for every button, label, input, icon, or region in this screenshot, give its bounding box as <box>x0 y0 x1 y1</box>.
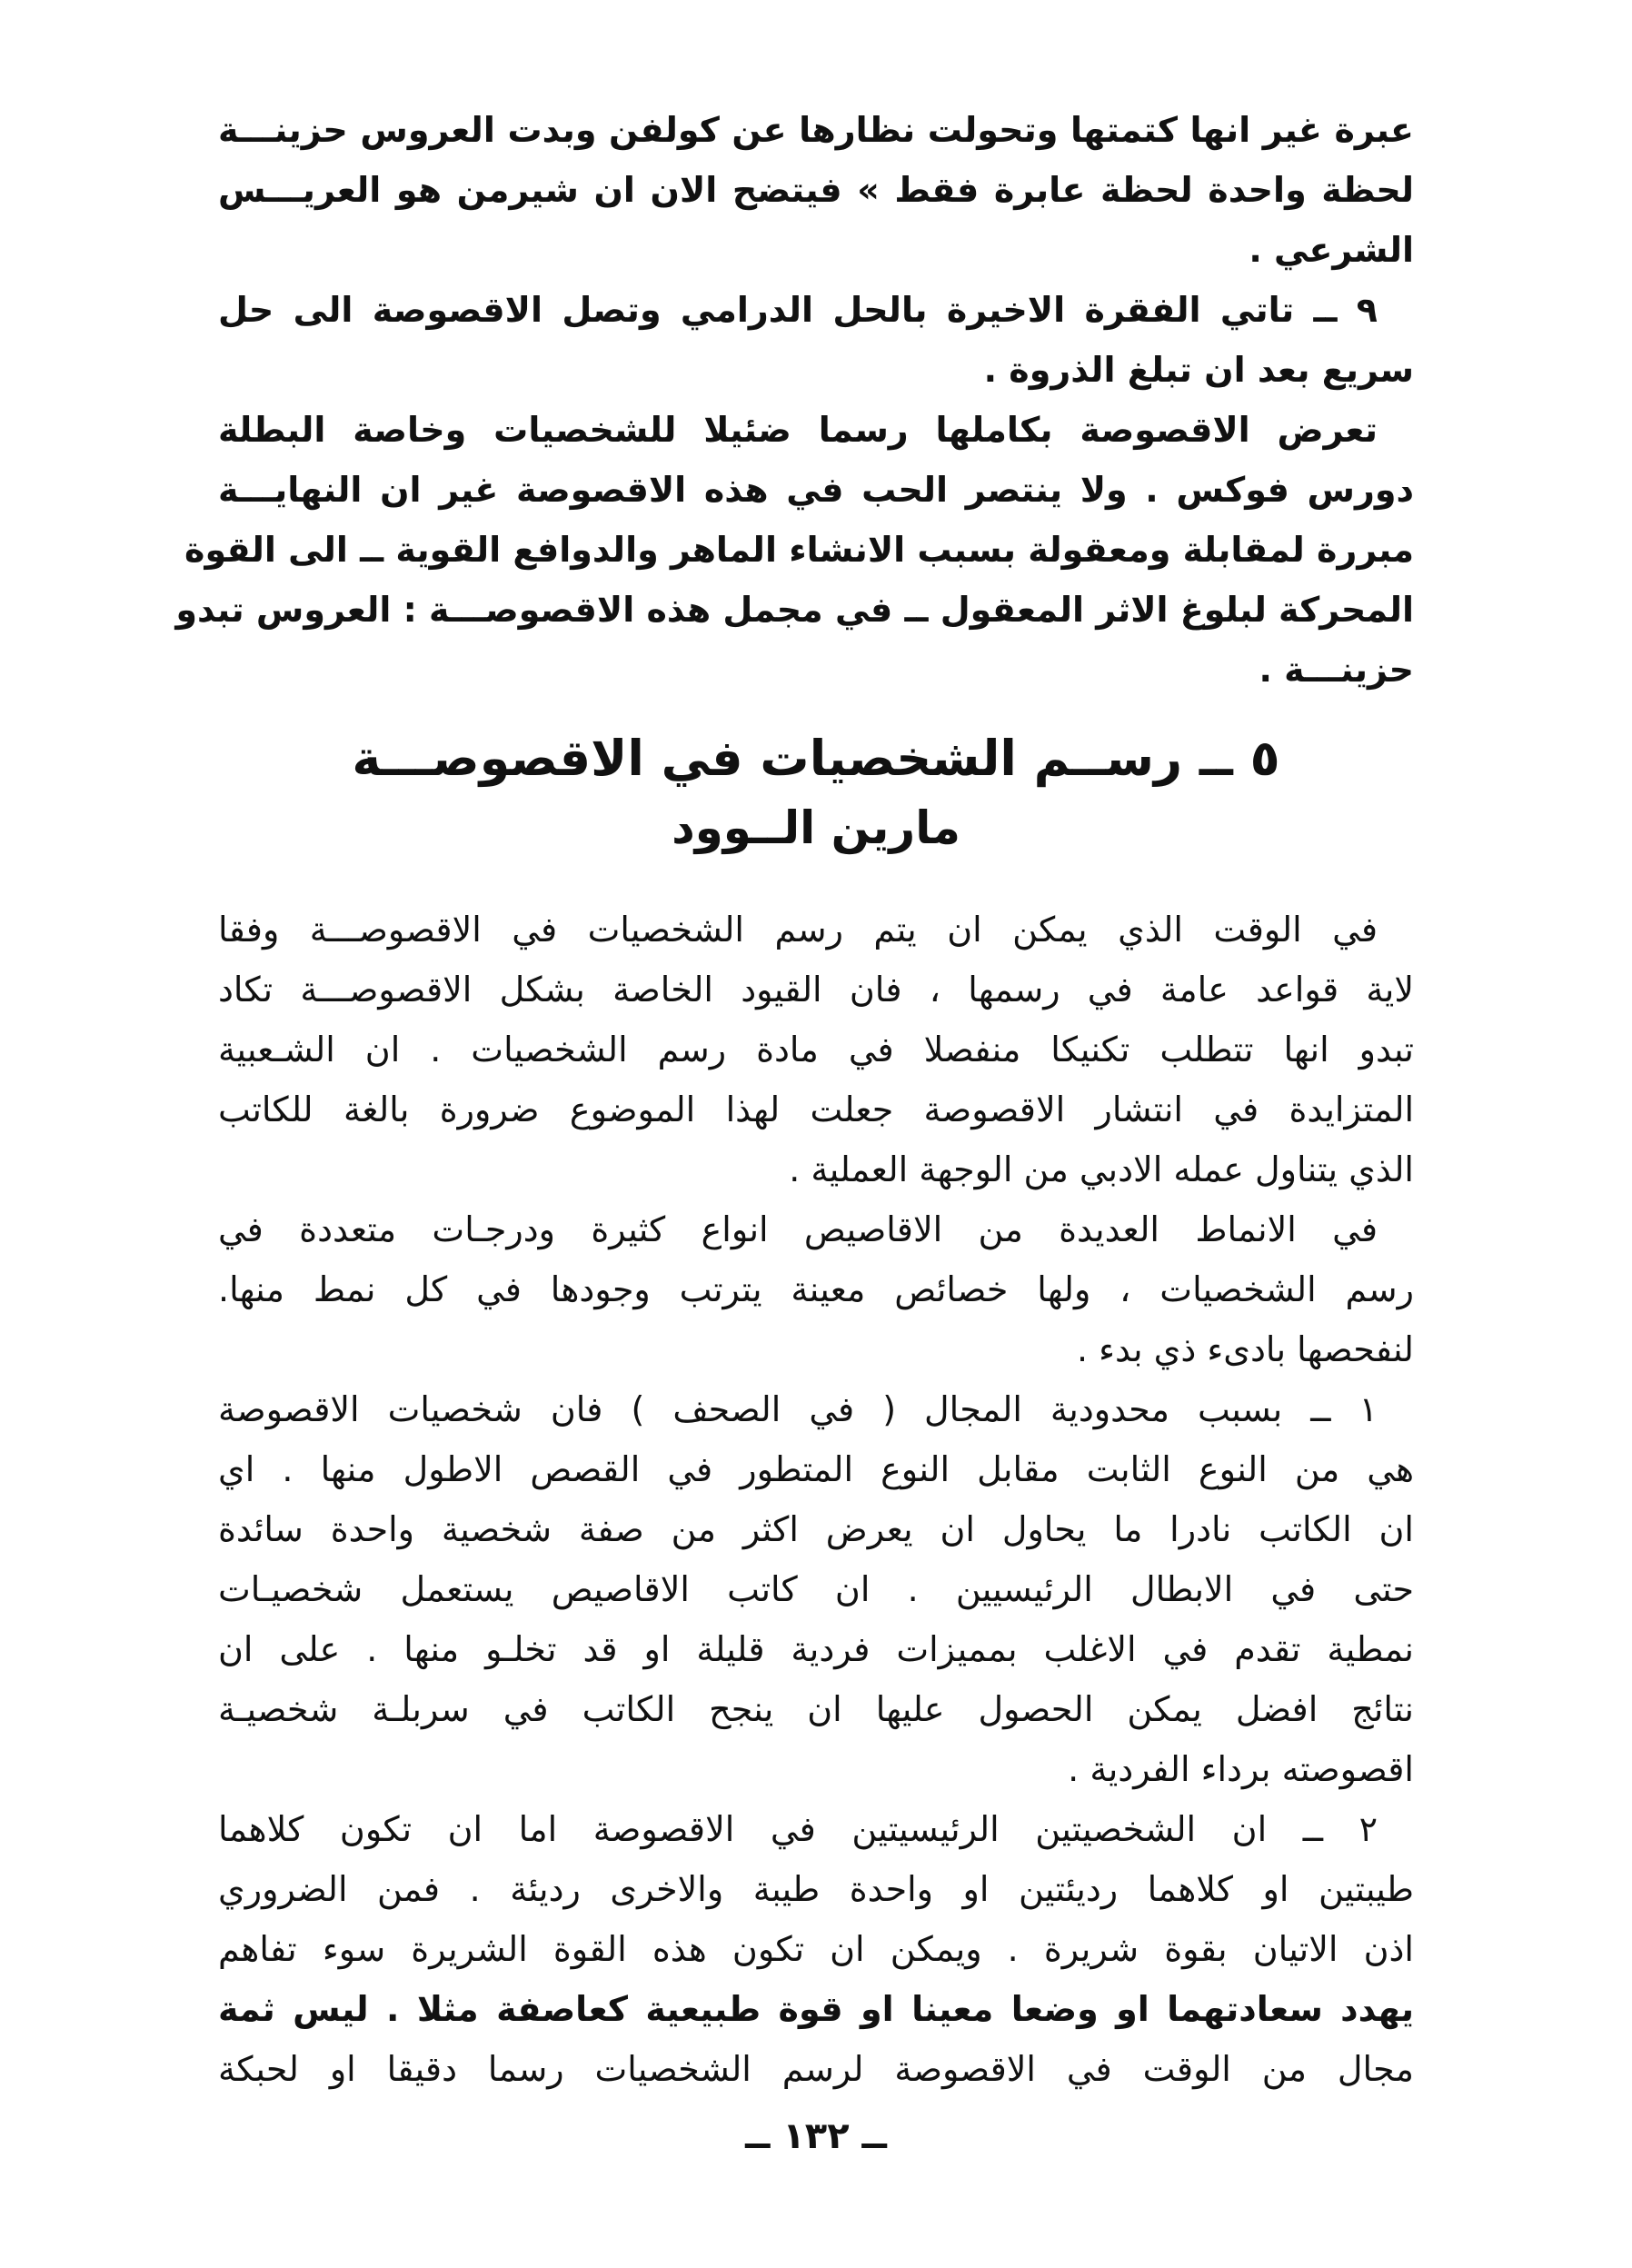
text-line: نتائج افضل يمكن الحصول عليها ان ينجح الكاتب في سربلـة شخصيـة <box>218 1689 1414 1729</box>
text-line: رسم الشخصيات ، ولها خصائص معينة يترتب وجودها في كل نمط منها. <box>218 1269 1414 1309</box>
text-line: هي من النوع الثابت مقابل النوع المتطور في القصص الاطول منها . اي <box>218 1449 1414 1489</box>
text-line: الذي يتناول عمله الادبي من الوجهة العملية . <box>789 1149 1414 1189</box>
text-line: حزينـــة . <box>1259 650 1414 690</box>
text-line: عبرة غير انها كتمتها وتحولت نظارها عن كولفن وبدت العروس حزينـــة <box>218 110 1414 150</box>
section-body-text <box>218 900 1414 2099</box>
text-line: ٩ ــ تاتي الفقرة الاخيرة بالحل الدرامي وتصل الاقصوصة الى حل <box>218 290 1378 330</box>
text-line: ان الكاتب نادرا ما يحاول ان يعرض اكثر من صفة شخصية واحدة سائدة <box>218 1509 1414 1549</box>
text-line: في الانماط العديدة من الاقاصيص انواع كثيرة ودرجـات متعددة في <box>218 1209 1378 1249</box>
text-line: لنفحصها بادىء ذي بدء . <box>1077 1329 1414 1369</box>
text-line: الشرعي . <box>1249 230 1414 270</box>
text-line: سريع بعد ان تبلغ الذروة . <box>983 350 1414 390</box>
text-line: ٢ ــ ان الشخصيتين الرئيسيتين في الاقصوصة اما ان تكون كلاهما <box>218 1809 1378 1849</box>
text-line: حتى في الابطال الرئيسيين . ان كاتب الاقاصيص يستعمل شخصيـات <box>218 1569 1414 1609</box>
text-line: يهدد سعادتهما او وضعا معينا او قوة طبيعية كعاصفة مثلا . ليس ثمة <box>218 1989 1414 2029</box>
text-line: ١ ــ بسبب محدودية المجال ( في الصحف ) فان شخصيات الاقصوصة <box>218 1389 1378 1429</box>
text-line: مبررة لمقابلة ومعقولة بسبب الانشاء الماهر والدوافع القوية ــ الى القوة <box>184 530 1414 570</box>
section-heading: ٥ ــ رســم الشخصيات في الاقصوصـــة <box>352 730 1280 787</box>
section-author: مارين الــوود <box>672 801 960 854</box>
text-line: تبدو انها تتطلب تكنيكا منفصلا في مادة رسم الشخصيات . ان الشـعبية <box>218 1030 1414 1069</box>
text-line: تعرض الاقصوصة بكاملها رسما ضئيلا للشخصيات وخاصة البطلة <box>218 410 1378 450</box>
text-line: دورس فوكس . ولا ينتصر الحب في هذه الاقصوصة غير ان النهايـــة <box>218 470 1414 510</box>
text-line: اقصوصته برداء الفردية . <box>1068 1749 1414 1789</box>
text-line: المحركة لبلوغ الاثر المعقول ــ في مجمل هذه الاقصوصـــة : العروس تبدو <box>175 590 1414 630</box>
text-line: لحظة واحدة لحظة عابرة فقط » فيتضح الان ان شيرمن هو العريـــس <box>218 170 1414 210</box>
section-top-text <box>175 100 1414 700</box>
text-line: في الوقت الذي يمكن ان يتم رسم الشخصيات في الاقصوصـــة وفقا <box>218 910 1378 950</box>
text-line: لاية قواعد عامة في رسمها ، فان القيود الخاصة بشكل الاقصوصـــة تكاد <box>218 970 1414 1010</box>
text-line: نمطية تقدم في الاغلب بمميزات فردية قليلة او قد تخلـو منها . على ان <box>218 1629 1414 1669</box>
page-number: ــ ١٣٢ ــ <box>745 2115 887 2157</box>
text-line: المتزايدة في انتشار الاقصوصة جعلت لهذا الموضوع ضرورة بالغة للكاتب <box>218 1089 1414 1129</box>
text-line: طيبتين او كلاهما رديئتين او واحدة طيبة والاخرى رديئة . فمن الضروري <box>218 1869 1414 1909</box>
text-line: اذن الاتيان بقوة شريرة . ويمكن ان تكون هذه القوة الشريرة سوء تفاهم <box>218 1929 1414 1969</box>
text-line: مجال من الوقت في الاقصوصة لرسم الشخصيات رسما دقيقا او لحبكة <box>218 2049 1414 2089</box>
